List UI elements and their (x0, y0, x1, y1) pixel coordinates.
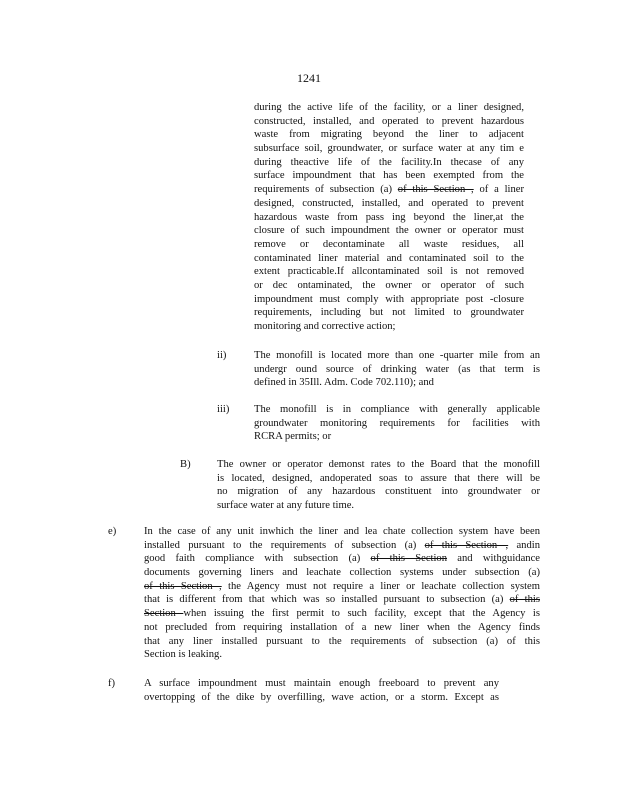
text-line: RCRA permits; or (254, 431, 332, 443)
text-line: groundwater monitoring requirements for facilities with (254, 417, 540, 429)
item-label-iii: iii) (217, 404, 230, 415)
text-line (254, 183, 524, 197)
text-line: monitoring and corrective action; (254, 321, 396, 332)
text-line: A surface impoundment must maintain enough freeboard to prevent any (144, 678, 499, 689)
item-b-text (217, 458, 540, 513)
text-line: impoundment must comply with appropriate post -closure (254, 293, 524, 305)
item-label-ii: ii) (217, 350, 227, 361)
continuation-paragraph (254, 101, 524, 334)
text-segment: of a liner (473, 184, 524, 196)
text-line: designed, constructed, installed, and operated to prevent (254, 197, 524, 209)
item-label-e: e) (108, 526, 117, 537)
text-segment: that is different from that which was so installed pursuant to subsection (a) (144, 594, 510, 606)
text-line: requirements, including but not limited to groundwater (254, 307, 524, 319)
item-e-text (144, 525, 540, 662)
text-line: The owner or operator demonst rates to the Board that the monofill (217, 459, 540, 470)
page-number: 1241 (297, 71, 321, 85)
struck-text: of this Section , (144, 580, 222, 592)
struck-text: of this Section , (424, 539, 509, 551)
text-line: constructed, installed, and operated to prevent hazardous (254, 115, 524, 127)
text-line: no migration of any hazardous constituent into groundwater or (217, 486, 540, 498)
text-line: during the active life of the facility, or a liner designed, (254, 102, 524, 113)
text-line: hazardous waste from pass ing beyond the liner,at the (254, 211, 524, 223)
item-ii-text (254, 349, 540, 390)
text-segment: installed pursuant to the requirements of subsection (a) (144, 539, 425, 551)
text-line (144, 607, 540, 621)
text-line (144, 580, 540, 594)
text-line: The monofill is in compliance with generally applicable (254, 404, 540, 415)
text-segment: and withguidance (447, 553, 540, 565)
text-line: In the case of any unit inwhich the liner and lea chate collection system have been (144, 526, 540, 537)
text-line: contaminated liner material and contaminated soil to the (254, 252, 524, 264)
text-line: documents governing liners and leachate collection systems under subsection (a) (144, 567, 540, 579)
struck-text: of this (509, 594, 540, 606)
text-line (144, 539, 540, 553)
text-line: subsurface soil, groundwater, or surface water at any tim e (254, 143, 524, 155)
text-line: The monofill is located more than one -quarter mile from an (254, 350, 540, 361)
text-line: during theactive life of the facility.In thecase of any (254, 156, 524, 168)
text-segment: when issuing the first permit to such facility, except that the Agency is (183, 608, 540, 620)
text-line (144, 593, 540, 607)
struck-text: of this Section (370, 553, 448, 565)
text-line (144, 552, 540, 566)
text-segment: requirements of subsection (a) (254, 184, 398, 196)
text-line: Section is leaking. (144, 649, 222, 661)
struck-text: Section (144, 608, 184, 620)
text-line: surface impoundment that has been exempted from the (254, 170, 524, 182)
item-iii-text (254, 403, 540, 444)
struck-text: of this Section , (397, 184, 474, 196)
text-line: or dec ontaminated, the owner or operator of such (254, 279, 524, 291)
item-f-text (144, 677, 499, 704)
item-label-b: B) (180, 459, 191, 470)
text-line: extent practicable.If allcontaminated soil is not removed (254, 266, 524, 278)
item-label-f: f) (108, 678, 116, 689)
text-line: overtopping of the dike by overfilling, wave action, or a storm. Except as (144, 691, 499, 703)
text-line: remove or decontaminate all waste residues, all (254, 238, 524, 250)
text-line: waste from migrating beyond the liner to adjacent (254, 129, 524, 141)
text-line: not precluded from requiring installation of a new liner when the Agency finds (144, 621, 540, 633)
text-line: is located, designed, andoperated soas to assure that there will be (217, 472, 540, 484)
text-segment: good faith compliance with subsection (a) (144, 553, 371, 565)
text-segment: the Agency must not require a liner or leachate collection system (221, 580, 540, 592)
text-segment: andin (508, 539, 540, 551)
text-line: closure of such impoundment the owner or operator must (254, 225, 524, 237)
text-line: surface water at any future time. (217, 500, 355, 512)
text-line: undergr ound source of drinking water (as that term is (254, 363, 540, 375)
text-line: defined in 35Ill. Adm. Code 702.110); and (254, 377, 434, 389)
text-line: that any liner installed pursuant to the requirements of subsection (a) of this (144, 635, 540, 647)
